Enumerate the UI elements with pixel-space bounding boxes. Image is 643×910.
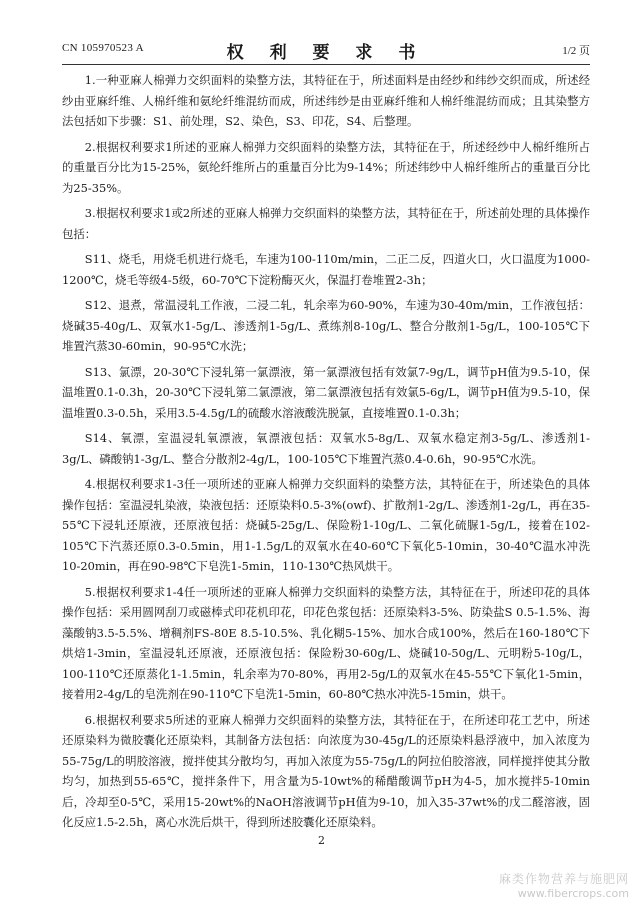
header-divider [62,64,590,65]
claim-paragraph: S14、氧漂，室温浸轧氧漂液，氧漂液包括：双氧水5-8g/L、双氧水稳定剂3-5g/L、渗透剂1-3g/L、磷酸钠1-3g/L、整合分散剂2-4g/L，100-105℃下堆置汽蒸0.4-0.6h，90-95℃水洗。 [62,431,590,466]
claim-paragraph: 4.根据权利要求1-3任一项所述的亚麻人棉弹力交织面料的染整方法，其特征在于，所述染色的具体操作包括：室温浸轧染液，染液包括：还原染料0.5-3%(owf)、扩散剂1-2g/L、渗透剂1-2g/L，再在35-55℃下浸轧还原液，还原液包括：烧碱5-25g/L、保险粉1-10g/L、二氧化硫脲1-5g/L，接着在102-105℃下汽蒸还原0.3-0.5min，用1-1.5g/L的双氧水在40-60℃下氧化5-10min，30-40℃温水冲洗10-20min，再在90-98℃下皂洗1-5min，110-130℃热风烘干。 [62,477,590,573]
claim-paragraph: S11、烧毛，用烧毛机进行烧毛，车速为100-110m/min，二正二反，四道火口，火口温度为1000-1200℃，烧毛等级4-5级，60-70℃下淀粉酶灭火，保温打卷堆置2-3h； [62,252,590,287]
claims-body [62,70,590,838]
claim-paragraph: 5.根据权利要求1-4任一项所述的亚麻人棉弹力交织面料的染整方法，其特征在于，所述印花的具体操作包括：采用圆网刮刀或磁棒式印花机印花，印花色浆包括：还原染料3-5%、防染盐S 0.5-1.5%、海藻酸钠3.5-5.5%、增稠剂FS-80E 8.5-10.5%、乳化糊5-15%、加水合成100%，然后在160-180℃下烘焙1-3min，室温浸轧还原液，还原液包括：保险粉30-60g/L、烧碱10-50g/L、元明粉5-10g/L，100-110℃还原蒸化1-1.5min，轧余率为70-80%，再用2-5g/L的双氧水在45-55℃下氧化1-5min，接着用2-4g/L的皂洗剂在90-110℃下皂洗1-5min，60-80℃热水冲洗5-15min，烘干。 [62,584,590,701]
claim-paragraph: S13、氯漂，20-30℃下浸轧第一氯漂液，第一氯漂液包括有效氯7-9g/L，调节pH值为9.5-10，保温堆置0.1-0.3h，20-30℃下浸轧第二氯漂液，第二氯漂液包括有效氯5-6g/L，调节pH值为9.5-10，保温堆置0.3-0.5h，采用3.5-4.5g/L的硫酸水溶液酸洗脱氯，直接堆置0.1-0.3h； [62,364,590,420]
claim-paragraph: S12、退煮，常温浸轧工作液，二浸二轧，轧余率为60-90%，车速为30-40m/min，工作液包括：烧碱35-40g/L、双氧水1-5g/L、渗透剂1-5g/L、煮练剂8-10g/L、整合分散剂1-5g/L，100-105℃下堆置汽蒸30-60min，90-95℃水洗； [62,298,590,353]
document-header [62,38,590,64]
claim-paragraph: 1.一种亚麻人棉弹力交织面料的染整方法，其特征在于，所述面料是由经纱和纬纱交织而成，所述经纱由亚麻纤维、人棉纤维和氨纶纤维混纺而成，所述纬纱是由亚麻纤维和人棉纤维混纺而成；且其染整方法包括如下步骤：S1、前处理，S2、染色，S3、印花，S4、后整理。 [62,73,590,128]
page-indicator: 1/2 页 [562,45,590,57]
claim-paragraph: 3.根据权利要求1或2所述的亚麻人棉弹力交织面料的染整方法，其特征在于，所述前处理的具体操作包括： [62,206,590,241]
page-number: 2 [318,834,325,847]
watermark-site-name: 麻类作物营养与施肥网 [498,872,629,886]
claim-paragraph: 2.根据权利要求1所述的亚麻人棉弹力交织面料的染整方法，其特征在于，所述经纱中人棉纤维所占的重量百分比为15-25%，氨纶纤维所占的重量百分比为9-14%；所述纬纱中人棉纤维所占的重量百分比为25-35%。 [62,139,590,195]
patent-number: CN 105970523 A [62,42,144,54]
claim-paragraph: 6.根据权利要求5所述的亚麻人棉弹力交织面料的染整方法，其特征在于，在所述印花工艺中，所述还原染料为微胶囊化还原染料，其制备方法包括：向浓度为30-45g/L的还原染料悬浮液中，加入浓度为55-75g/L的明胶溶液，搅拌使其分散均匀，再加入浓度为55-75g/L的阿拉伯胶溶液，同样搅拌使其分散均匀，加热到55-65℃，搅拌条件下，用含量为5-10wt%的稀醋酸调节pH为4-5，加水搅拌5-10min后，冷却至0-5℃，采用15-20wt%的NaOH溶液调节pH值为9-10，加入35-37wt%的戊二醛溶液，固化反应1.5-2.5h，离心水洗后烘干，得到所述胶囊化还原染料。 [62,712,590,829]
document-title: 权 利 要 求 书 [226,43,426,63]
watermark-url: www.fibercrops.com [517,887,629,900]
site-watermark [499,870,629,900]
